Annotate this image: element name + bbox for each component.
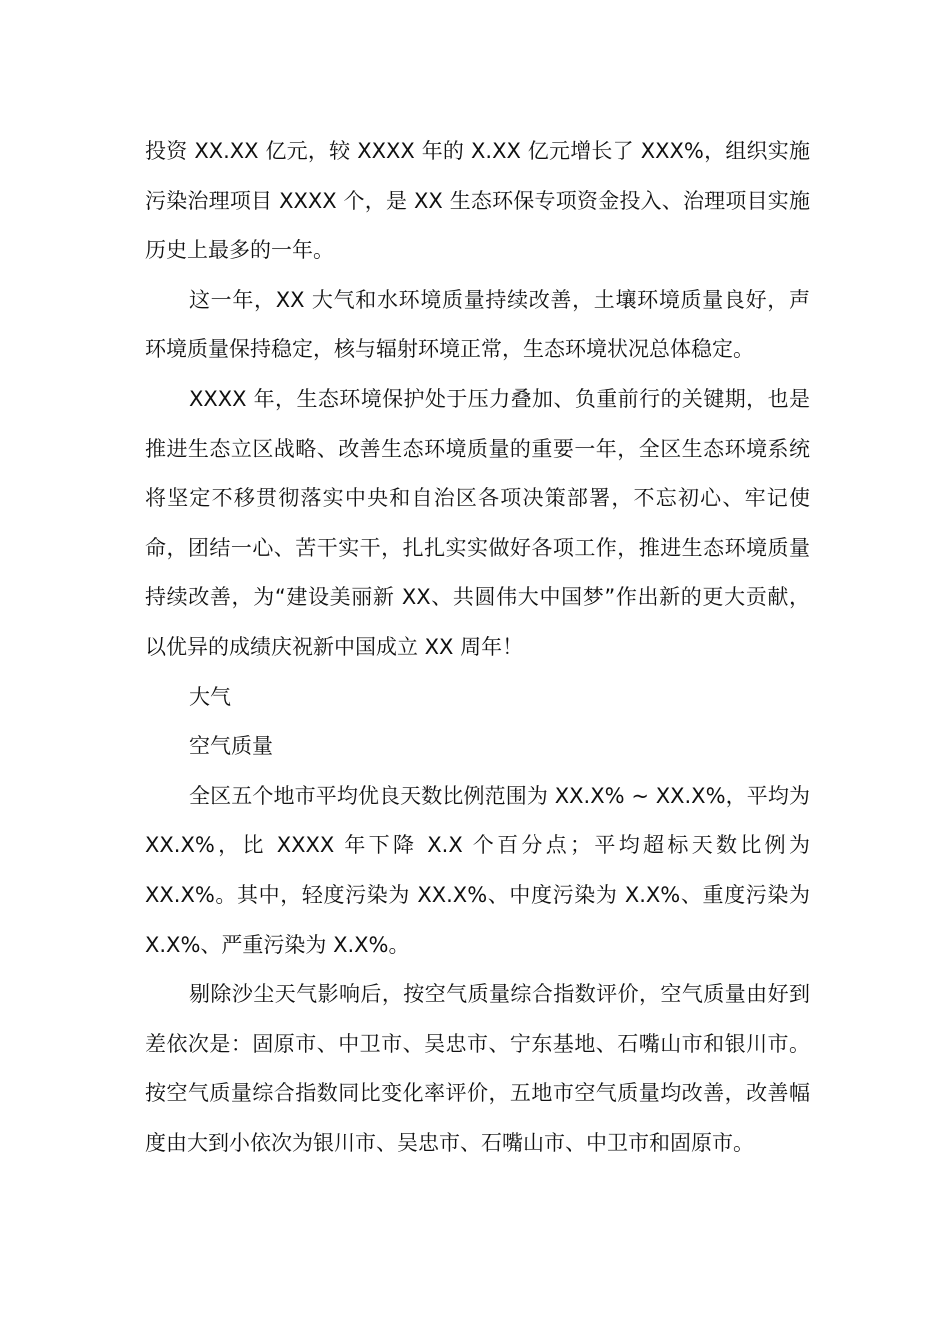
document-body xyxy=(145,127,810,1168)
paragraph-outlook: XXXX 年，生态环境保护处于压力叠加、负重前行的关键期，也是推进生态立区战略、改善生态环境质量的重要一年，全区生态环境系统将坚定不移贯彻落实中央和自治区各项决策部署，不忘初心、牢记使命，团结一心、苦干实干，扎扎实实做好各项工作，推进生态环境质量持续改善，为“建设美丽新 XX、共圆伟大中国梦”作出新的更大贡献，以优异的成绩庆祝新中国成立 XX 周年！ xyxy=(145,386,810,659)
subsection-heading-air-quality: 空气质量 xyxy=(189,734,273,759)
paragraph-investment-continued: 投资 XX.XX 亿元，较 XXXX 年的 X.XX 亿元增长了 XXX%，组织实施污染治理项目 XXXX 个，是 XX 生态环保专项资金投入、治理项目实施历史上最多的一年。 xyxy=(145,139,810,263)
paragraph-air-quality-ranking: 剔除沙尘天气影响后，按空气质量综合指数评价，空气质量由好到差依次是：固原市、中卫市、吴忠市、宁东基地、石嘴山市和银川市。按空气质量综合指数同比变化率评价，五地市空气质量均改善，改善幅度由大到小依次为银川市、吴忠市、石嘴山市、中卫市和固原市。 xyxy=(145,982,810,1155)
paragraph-air-quality-days: 全区五个地市平均优良天数比例范围为 XX.X% ~ XX.X%，平均为 XX.X%，比 XXXX 年下降 X.X 个百分点；平均超标天数比例为 XX.X%。其中，轻度污染为 XX.X%、中度污染为 X.X%、重度污染为 X.X%、严重污染为 X.X%。 xyxy=(145,783,810,957)
paragraph-environment-summary: 这一年，XX 大气和水环境质量持续改善，土壤环境质量良好，声环境质量保持稳定，核与辐射环境正常，生态环境状况总体稳定。 xyxy=(145,287,810,362)
section-heading-atmosphere: 大气 xyxy=(189,684,231,709)
